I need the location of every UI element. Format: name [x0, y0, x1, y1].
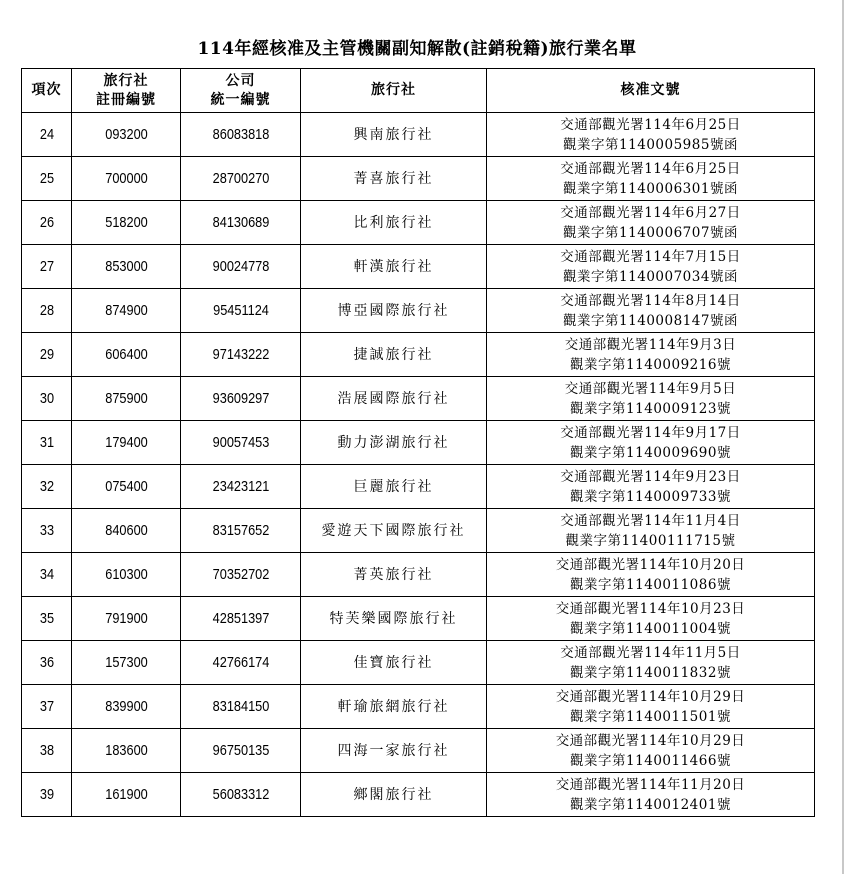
cell-agency-name: 特芙樂國際旅行社	[301, 597, 487, 641]
approval-issuer-date: 交通部觀光署114年9月5日	[564, 380, 737, 397]
approval-doc-number: 觀業字第1140005985號函	[563, 136, 738, 153]
cell-agency-name: 菁英旅行社	[301, 553, 487, 597]
cell-registration-number: 610300	[80, 553, 173, 597]
approval-issuer-date: 交通部觀光署114年6月25日	[560, 116, 741, 133]
cell-approval-document	[487, 157, 815, 201]
approval-doc-number: 觀業字第1140009733號	[570, 488, 731, 505]
approval-doc-number: 觀業字第11400111715號	[565, 532, 736, 549]
cell-company-id: 23423121	[190, 465, 292, 509]
cell-company-id: 95451124	[190, 289, 292, 333]
cell-registration-number: 518200	[80, 201, 173, 245]
approval-doc-number: 觀業字第1140009123號	[570, 400, 731, 417]
cell-approval-document	[487, 245, 815, 289]
header-index: 項次	[22, 69, 72, 113]
approval-doc-number: 觀業字第1140006301號函	[563, 180, 738, 197]
cell-registration-number: 157300	[80, 641, 173, 685]
document-title: 114年經核准及主管機關副知解散(註銷稅籍)旅行業名單	[197, 39, 637, 59]
header-company-unified-number: 公司 統一編號	[181, 69, 301, 113]
approval-issuer-date: 交通部觀光署114年6月27日	[560, 204, 741, 221]
cell-company-id: 28700270	[190, 157, 292, 201]
cell-company-id: 90024778	[190, 245, 292, 289]
cell-company-id: 93609297	[190, 377, 292, 421]
approval-doc-number: 觀業字第1140011466號	[570, 752, 731, 769]
table-row	[22, 157, 815, 201]
cell-company-id: 70352702	[190, 553, 292, 597]
cell-company-id: 86083818	[190, 113, 292, 157]
cell-index: 24	[25, 113, 68, 157]
table-row	[22, 245, 815, 289]
header-agency-name: 旅行社	[301, 69, 487, 113]
approval-doc-number: 觀業字第1140009690號	[570, 444, 731, 461]
header-agency-registration-number: 旅行社 註冊編號	[72, 69, 181, 113]
approval-issuer-date: 交通部觀光署114年11月4日	[560, 512, 741, 529]
cell-company-id: 96750135	[190, 729, 292, 773]
cell-registration-number: 161900	[80, 773, 173, 817]
cell-registration-number: 839900	[80, 685, 173, 729]
table-row	[22, 377, 815, 421]
cell-company-id: 42766174	[190, 641, 292, 685]
cell-index: 37	[25, 685, 68, 729]
cell-approval-document	[487, 377, 815, 421]
cell-index: 32	[25, 465, 68, 509]
table-row	[22, 509, 815, 553]
cell-registration-number: 875900	[80, 377, 173, 421]
cell-approval-document	[487, 465, 815, 509]
table-row	[22, 597, 815, 641]
approval-issuer-date: 交通部觀光署114年9月17日	[560, 424, 741, 441]
cell-agency-name: 軒漢旅行社	[301, 245, 487, 289]
cell-registration-number: 791900	[80, 597, 173, 641]
cell-index: 39	[25, 773, 68, 817]
approval-issuer-date: 交通部觀光署114年7月15日	[560, 248, 741, 265]
cell-agency-name: 鄉閣旅行社	[301, 773, 487, 817]
cell-index: 36	[25, 641, 68, 685]
cell-registration-number: 606400	[80, 333, 173, 377]
cell-agency-name: 愛遊天下國際旅行社	[301, 509, 487, 553]
cell-index: 28	[25, 289, 68, 333]
approval-doc-number: 觀業字第1140012401號	[570, 796, 731, 813]
cell-registration-number: 179400	[80, 421, 173, 465]
approval-issuer-date: 交通部觀光署114年9月23日	[560, 468, 741, 485]
cell-company-id: 42851397	[190, 597, 292, 641]
cell-registration-number: 093200	[80, 113, 173, 157]
cell-approval-document	[487, 509, 815, 553]
cell-approval-document	[487, 113, 815, 157]
cell-index: 25	[25, 157, 68, 201]
table-row	[22, 113, 815, 157]
approval-doc-number: 觀業字第1140009216號	[570, 356, 731, 373]
cell-company-id: 83157652	[190, 509, 292, 553]
cell-company-id: 83184150	[190, 685, 292, 729]
approval-issuer-date: 交通部觀光署114年10月20日	[555, 556, 746, 573]
cell-index: 26	[25, 201, 68, 245]
cell-company-id: 56083312	[190, 773, 292, 817]
approval-issuer-date: 交通部觀光署114年10月23日	[555, 600, 746, 617]
cell-agency-name: 捷誠旅行社	[301, 333, 487, 377]
table-row	[22, 553, 815, 597]
approval-doc-number: 觀業字第1140006707號函	[563, 224, 738, 241]
cell-company-id: 90057453	[190, 421, 292, 465]
dissolved-agencies-table	[21, 68, 815, 817]
table-row	[22, 465, 815, 509]
cell-approval-document	[487, 641, 815, 685]
approval-doc-number: 觀業字第1140011086號	[570, 576, 731, 593]
table-row	[22, 201, 815, 245]
cell-agency-name: 四海一家旅行社	[301, 729, 487, 773]
approval-issuer-date: 交通部觀光署114年9月3日	[564, 336, 737, 353]
cell-approval-document	[487, 201, 815, 245]
header-approval-document: 核准文號	[487, 69, 815, 113]
cell-approval-document	[487, 773, 815, 817]
cell-index: 33	[25, 509, 68, 553]
cell-approval-document	[487, 553, 815, 597]
cell-agency-name: 動力澎湖旅行社	[301, 421, 487, 465]
table-row	[22, 685, 815, 729]
table-row	[22, 421, 815, 465]
table-row	[22, 289, 815, 333]
cell-index: 27	[25, 245, 68, 289]
approval-doc-number: 觀業字第1140011004號	[570, 620, 731, 637]
approval-issuer-date: 交通部觀光署114年10月29日	[555, 688, 746, 705]
approval-issuer-date: 交通部觀光署114年6月25日	[560, 160, 741, 177]
approval-doc-number: 觀業字第1140011501號	[570, 708, 731, 725]
cell-agency-name: 比利旅行社	[301, 201, 487, 245]
cell-agency-name: 軒瑜旅網旅行社	[301, 685, 487, 729]
cell-approval-document	[487, 729, 815, 773]
cell-agency-name: 佳寶旅行社	[301, 641, 487, 685]
cell-index: 34	[25, 553, 68, 597]
cell-index: 29	[25, 333, 68, 377]
cell-registration-number: 840600	[80, 509, 173, 553]
approval-doc-number: 觀業字第1140008147號函	[563, 312, 738, 329]
approval-issuer-date: 交通部觀光署114年11月20日	[555, 776, 746, 793]
approval-doc-number: 觀業字第1140011832號	[570, 664, 731, 681]
table-row	[22, 729, 815, 773]
cell-approval-document	[487, 333, 815, 377]
table-header-row	[22, 69, 815, 113]
cell-agency-name: 博亞國際旅行社	[301, 289, 487, 333]
cell-registration-number: 700000	[80, 157, 173, 201]
cell-agency-name: 巨麗旅行社	[301, 465, 487, 509]
table-row	[22, 333, 815, 377]
approval-doc-number: 觀業字第1140007034號函	[563, 268, 738, 285]
approval-issuer-date: 交通部觀光署114年8月14日	[560, 292, 741, 309]
table-row	[22, 641, 815, 685]
approval-issuer-date: 交通部觀光署114年11月5日	[560, 644, 741, 661]
cell-registration-number: 853000	[80, 245, 173, 289]
cell-agency-name: 浩展國際旅行社	[301, 377, 487, 421]
cell-registration-number: 874900	[80, 289, 173, 333]
cell-agency-name: 菁喜旅行社	[301, 157, 487, 201]
table-row	[22, 773, 815, 817]
cell-registration-number: 183600	[80, 729, 173, 773]
cell-company-id: 97143222	[190, 333, 292, 377]
cell-index: 35	[25, 597, 68, 641]
approval-issuer-date: 交通部觀光署114年10月29日	[555, 732, 746, 749]
cell-registration-number: 075400	[80, 465, 173, 509]
cell-index: 31	[25, 421, 68, 465]
cell-index: 38	[25, 729, 68, 773]
cell-approval-document	[487, 289, 815, 333]
cell-company-id: 84130689	[190, 201, 292, 245]
cell-approval-document	[487, 421, 815, 465]
cell-agency-name: 興南旅行社	[301, 113, 487, 157]
cell-approval-document	[487, 685, 815, 729]
cell-approval-document	[487, 597, 815, 641]
cell-index: 30	[25, 377, 68, 421]
